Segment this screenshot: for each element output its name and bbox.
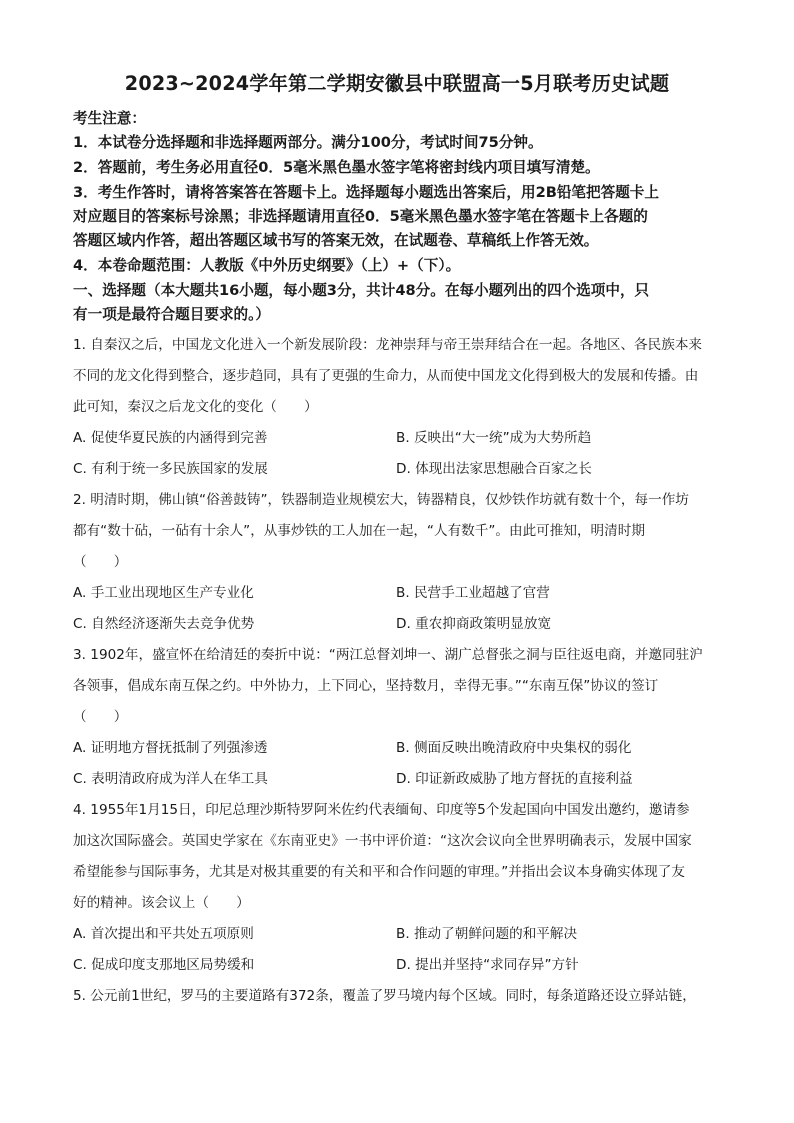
question-4-text: 4. 1955年1月15日，印尼总理沙斯特罗阿米佐约代表缅甸、印度等5个发起国向中国发出邀约，邀请参 [73, 802, 690, 818]
question-4-option-d: D. 提出并坚持“求同存异”方针 [396, 957, 579, 973]
question-3-text: （ ） [73, 709, 128, 725]
page-title: 2023~2024学年第二学期安徽县中联盟高一5月联考历史试题 [124, 72, 670, 95]
question-1-option-b: B. 反映出“大一统”成为大势所趋 [396, 430, 592, 446]
question-4-option-c: C. 促成印度支那地区局势缓和 [73, 957, 255, 973]
question-4-text: 希望能参与国际事务，尤其是对极其重要的有关和平和合作问题的审理。”并指出会议本身确实体现了友 [73, 864, 685, 880]
question-5-text: 5. 公元前1世纪，罗马的主要道路有372条，覆盖了罗马境内每个区域。同时，每条道路还设立驿站链， [73, 988, 696, 1004]
question-4-text: 好的精神。该会议上（ ） [73, 895, 250, 911]
question-2-option-c: C. 自然经济逐渐失去竞争优势 [73, 616, 255, 632]
question-2-text: 都有“数十砧，一砧有十余人”，从事炒铁的工人加在一起，“人有数千”。由此可推知，明清时期 [73, 523, 645, 539]
notice-item: 答题区域内作答，超出答题区域书写的答案无效，在试题卷、草稿纸上作答无效。 [73, 232, 599, 249]
question-1-option-c: C. 有利于统一多民族国家的发展 [73, 461, 268, 477]
notice-item: 对应题目的答案标号涂黑；非选择题请用直径0．5毫米黑色墨水签字笔在答题卡上各题的 [73, 208, 648, 225]
notice-heading: 考生注意： [73, 110, 146, 127]
question-2-text: 2. 明清时期，佛山镇“俗善鼓铸”，铁器制造业规模宏大，铸器精良，仅炒铁作坊就有数十个，每一作坊 [73, 492, 689, 508]
question-3-option-a: A. 证明地方督抚抵制了列强渗透 [73, 740, 268, 756]
question-3-option-d: D. 印证新政威胁了地方督抚的直接利益 [396, 771, 633, 787]
question-4-option-a: A. 首次提出和平共处五项原则 [73, 926, 254, 942]
question-1-option-d: D. 体现出法家思想融合百家之长 [396, 461, 592, 477]
notice-item: 1．本试卷分选择题和非选择题两部分。满分100分，考试时间75分钟。 [73, 134, 543, 151]
notice-item: 4．本卷命题范围：人教版《中外历史纲要》（上）+（下）。 [73, 257, 461, 274]
question-4-option-b: B. 推动了朝鲜问题的和平解决 [396, 926, 578, 942]
notice-item: 3．考生作答时，请将答案答在答题卡上。选择题每小题选出答案后，用2B铅笔把答题卡上 [73, 184, 659, 201]
notice-item: 2．答题前，考生务必用直径0．5毫米黑色墨水签字笔将密封线内项目填写清楚。 [73, 159, 600, 176]
question-1-text: 不同的龙文化得到整合，逐步趋同，具有了更强的生命力，从而使中国龙文化得到极大的发展和传播。由 [73, 368, 699, 384]
question-2-option-d: D. 重农抑商政策明显放宽 [396, 616, 552, 632]
question-3-option-b: B. 侧面反映出晚清政府中央集权的弱化 [396, 740, 632, 756]
question-3-text: 3. 1902年，盛宣怀在给清廷的奏折中说：“两江总督刘坤一、湖广总督张之洞与臣往返电商，并邀同驻沪 [73, 647, 703, 663]
question-3-option-c: C. 表明清政府成为洋人在华工具 [73, 771, 268, 787]
question-2-text: （ ） [73, 554, 128, 570]
question-1-option-a: A. 促使华夏民族的内涵得到完善 [73, 430, 268, 446]
section-heading-cont: 有一项是最符合题目要求的。） [73, 306, 271, 323]
question-1-text: 此可知，秦汉之后龙文化的变化（ ） [73, 399, 318, 415]
question-3-text: 各领事，倡成东南互保之约。中外协力，上下同心，坚持数月，幸得无事。”“东南互保”协议的签订 [73, 678, 659, 694]
question-1-text: 1. 自秦汉之后，中国龙文化进入一个新发展阶段：龙神崇拜与帝王崇拜结合在一起。各地区、各民族本来 [73, 337, 703, 353]
question-4-text: 加这次国际盛会。英国史学家在《东南亚史》一书中评价道：“这次会议向全世界明确表示，发展中国家 [73, 833, 692, 849]
question-2-option-b: B. 民营手工业超越了官营 [396, 585, 550, 601]
question-2-option-a: A. 手工业出现地区生产专业化 [73, 585, 254, 601]
section-heading: 一、选择题（本大题共16小题，每小题3分，共计48分。在每小题列出的四个选项中，只 [73, 282, 650, 299]
